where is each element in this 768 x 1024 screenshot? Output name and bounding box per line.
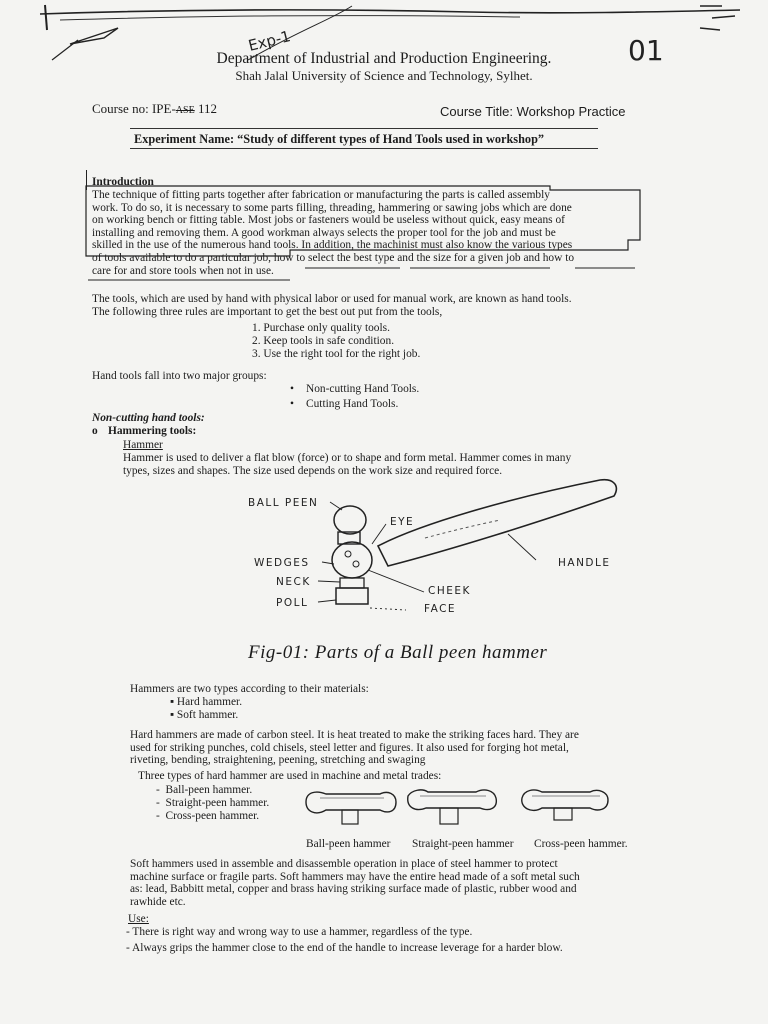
hammer-desc-line: Hammer is used to deliver a flat blow (force) or to shape and form metal. Hammer comes in many [123,452,572,464]
hammer-heads-illustration [300,782,640,838]
course-number-struck: ASE [175,105,195,116]
tools-paragraph [92,293,652,318]
group-item: • Cutting Hand Tools. [290,398,399,410]
materials-list [170,696,242,722]
straight-peen-head-icon [408,790,497,824]
course-number-value: 112 [197,101,217,116]
groups-intro: Hand tools fall into two major groups: [92,370,267,382]
material-item: ▪ Soft hammer. [170,709,239,721]
course-number [92,101,217,117]
cross-peen-head-icon [522,790,608,820]
hard-types-list [156,784,269,823]
use-heading: Use: [128,913,149,925]
rule-item: 3. Use the right tool for the right job. [252,348,421,360]
hammer-subheading: Hammer [123,439,163,451]
label-ball-peen: BALL PEEN [248,497,319,509]
label-wedges: WEDGES [254,557,310,569]
hard-para-line: Hard hammers are made of carbon steel. It is heat treated to make the striking faces hard. They are [130,729,579,741]
course-title: Course Title: Workshop Practice [440,104,626,119]
soft-para-line: as: lead, Babbitt metal, copper and brass having striking surface made of plastic, rubber wood and [130,883,577,896]
hard-hammer-paragraph [130,729,650,767]
soft-hammer-paragraph [130,858,650,908]
hammering-heading-label: Hammering tools: [108,425,197,437]
university-heading: Shah Jalal University of Science and Technology, Sylhet. [235,68,533,83]
rule-item: 1. Purchase only quality tools. [252,322,390,334]
label-handle: HANDLE [558,557,611,569]
group-item-label: Cutting Hand Tools. [306,398,399,410]
label-face: FACE [424,603,457,615]
use-line: - Always grips the hammer close to the end of the handle to increase leverage for a harder blow. [126,941,563,954]
caption-straight-peen: Straight-peen hammer [412,838,514,850]
soft-para-line: Soft hammers used in assemble and disassemble operation in place of steel hammer to protect [130,858,558,870]
rule-item: 2. Keep tools in safe condition. [252,335,395,347]
intro-line-1: The technique of fitting parts together after fabrication or manufacturing the parts is called assembly [92,189,550,201]
caption-ball-peen: Ball-peen hammer [306,838,391,850]
group-item: • Non-cutting Hand Tools. [290,383,420,395]
use-line: - There is right way and wrong way to use a hammer, regardless of the type. [126,926,473,938]
tools-line-2: The following three rules are important to get the best out put from the tools, [92,305,443,318]
label-poll: POLL [276,597,309,609]
department-heading: Department of Industrial and Production Engineering. [216,50,552,67]
material-item: ▪ Hard hammer. [170,696,243,708]
label-eye: EYE [390,516,415,528]
intro-line-2: work. To do so, it is necessary to some parts filling, threading, hammering or sawing jobs which are done [92,201,572,214]
soft-para-line: machine surface or fragile parts. Soft hammers may have the entire head made of a soft metal such [130,870,580,883]
hard-type-item: - Ball-peen hammer. [156,784,253,796]
use-list [126,926,656,954]
material-item-label: Soft hammer. [176,709,239,721]
hard-para-line: riveting, bending, straightening, peening, stretching and swaging [130,754,426,767]
page-number: 01 [628,34,664,67]
tools-line-1: The tools, which are used by hand with physical labor or used for manual work, are known as hand tools. [92,293,572,305]
experiment-name: Experiment Name: “Study of different types of Hand Tools used in workshop” [134,132,545,146]
soft-para-line: rawhide etc. [130,895,186,908]
group-item-label: Non-cutting Hand Tools. [306,383,420,395]
intro-line-4: installing and removing them. A good workman always selects the proper tool for the job and must be [92,226,556,239]
hard-para-line: used for striking punches, cold chisels, steel letter and figures. It also used for forging hot metal, [130,741,569,754]
figure-caption: Fig-01: Parts of a Ball peen hammer [248,642,548,663]
experiment-mark: Exp-1 [246,27,293,55]
intro-line-7: care for and store tools when not in use. [92,264,274,277]
course-number-label: Course no: IPE- [92,101,176,116]
material-item-label: Hard hammer. [176,696,243,708]
experiment-rule-top [130,128,598,129]
intro-line-5: skilled in the use of the numerous hand tools. In addition, the machinist must also know the various types [92,239,573,252]
hard-type-item: - Cross-peen hammer. [156,810,260,822]
experiment-rule-bottom [130,148,598,149]
caption-cross-peen: Cross-peen hammer. [534,838,628,850]
hard-type-label: Cross-peen hammer. [165,810,260,822]
materials-intro: Hammers are two types according to their materials: [130,683,369,695]
introduction-heading: Introduction [92,176,154,188]
hammer-desc-line: types, sizes and shapes. The size used depends on the work size and required force. [123,464,503,477]
hard-type-label: Straight-peen hammer. [165,797,270,809]
ball-peen-head-icon [306,792,396,824]
hard-type-item: - Straight-peen hammer. [156,797,270,809]
noncutting-heading: Non-cutting hand tools: [92,412,205,424]
label-neck: NECK [276,576,311,588]
intro-line-3: on working bench or fitting table. Most jobs or fasteners would be useless without quick, easy means of [92,214,565,227]
hard-type-label: Ball-peen hammer. [165,784,253,796]
intro-highlight-outline [80,184,650,290]
label-cheek: CHEEK [428,585,471,597]
groups-list [290,383,419,413]
circle-bullet-icon: o [92,425,98,437]
rules-list [252,322,420,361]
hard-types-intro: Three types of hard hammer are used in machine and metal trades: [138,770,442,782]
intro-line-6: of tools available to do a particular job, how to select the best type and the size for a given job and how to [92,251,575,264]
hammering-heading [92,425,196,438]
